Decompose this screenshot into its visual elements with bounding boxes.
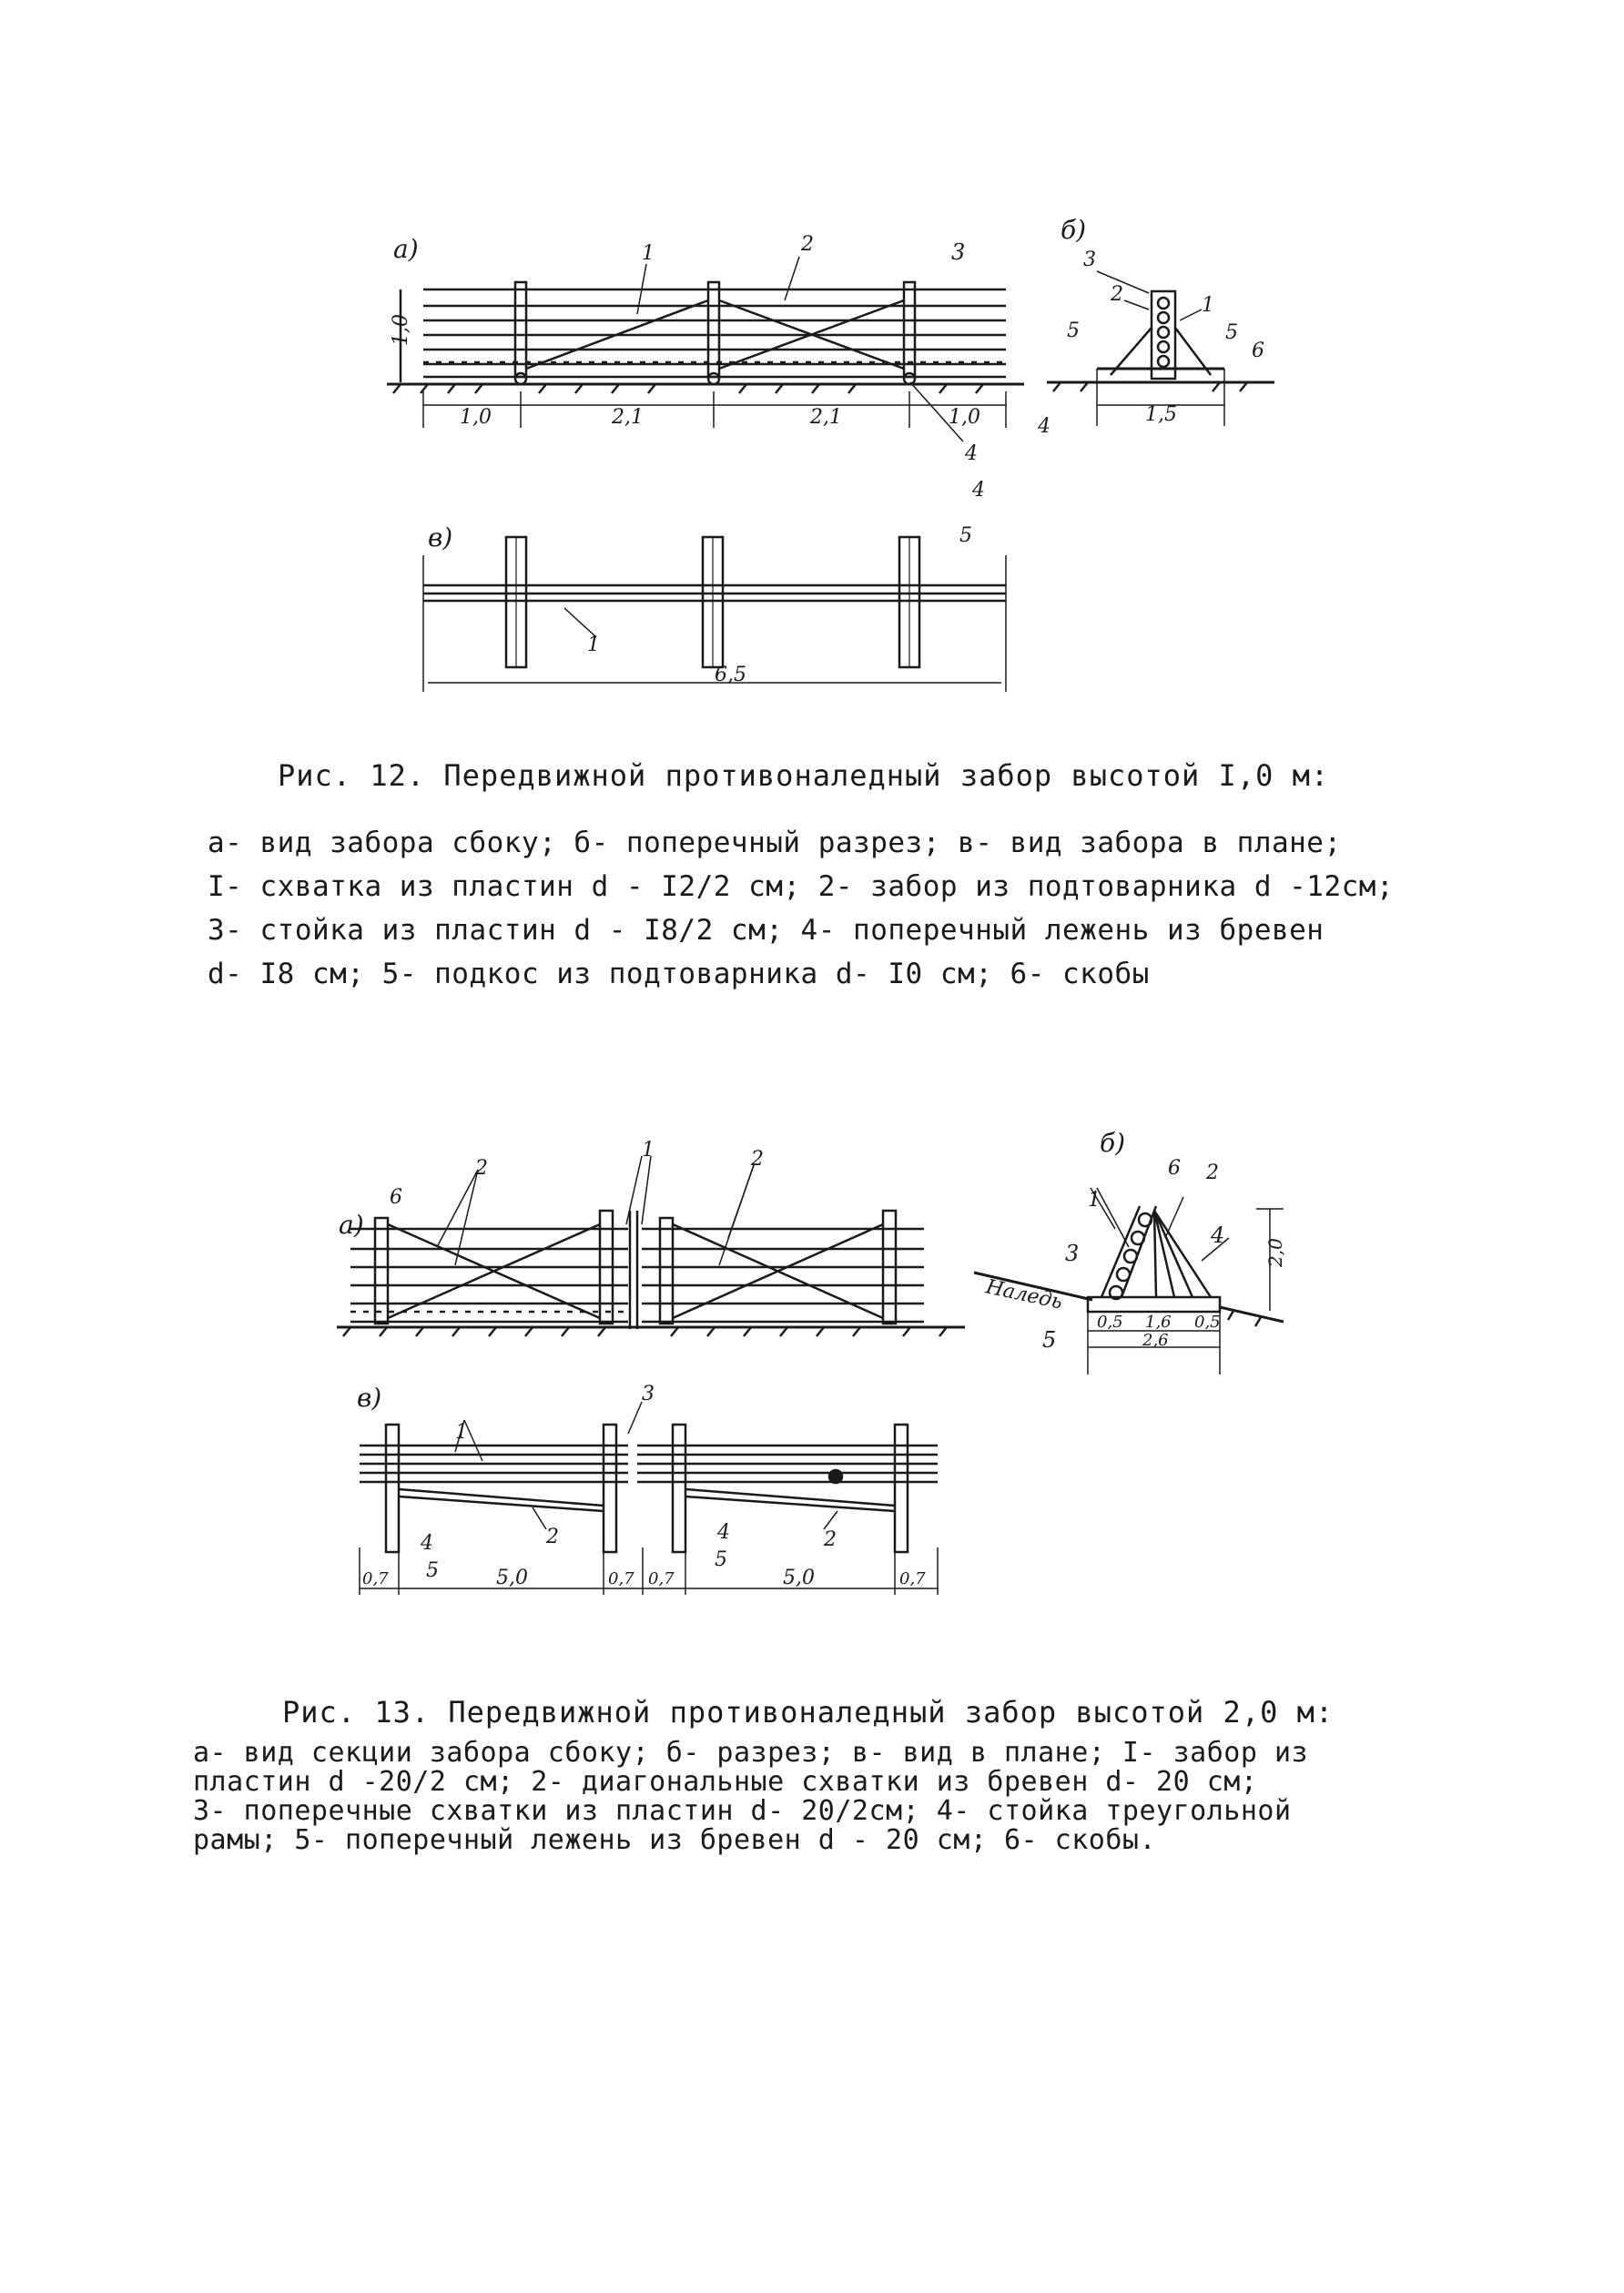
fig12-caption: Рис. 12. Передвижной противоналедный забор высотой I,0 м: [278, 758, 1330, 793]
fig13-sec-callout-6: 6 [1168, 1157, 1181, 1180]
fig13-plan-callout-5a: 5 [426, 1559, 439, 1582]
fig12-dim-3: 2,1 [810, 406, 842, 429]
fig12-legend-line: I- схватка из пластин d - I2/2 см; 2- забор из подтоварника d -12см; [208, 870, 1395, 903]
fig13-sec-callout-1: 1 [1088, 1189, 1101, 1212]
fig12-dim-2: 2,1 [612, 406, 644, 429]
fig12-label-a: а) [393, 234, 419, 264]
fig13-sec-callout-2: 2 [1206, 1162, 1219, 1184]
fig12-legend-line: 3- стойка из пластин d - I8/2 см; 4- поперечный лежень из бревен [208, 914, 1325, 947]
fig13-legend-line: 3- поперечные схватки из пластин d- 20/2см; 4- стойка треугольной [193, 1795, 1292, 1827]
fig13-naled-label: Наледь [983, 1275, 1065, 1314]
fig13-sec-callout-5: 5 [1042, 1327, 1057, 1353]
fig12-label-v: в) [428, 523, 453, 553]
fig13-legend-line: а- вид секции забора сбоку; б- разрез; в- вид в плане; I- забор из [193, 1737, 1309, 1769]
fig12-sec-callout-5a: 5 [1067, 320, 1080, 342]
fig13-plan-callout-5b: 5 [715, 1548, 727, 1571]
fig13-plan-dim-4: 0,7 [648, 1569, 675, 1588]
fig13-plan-view [360, 1402, 938, 1595]
fig12-dim-plan: 6,5 [715, 664, 746, 686]
fig12-callout-5: 5 [959, 524, 972, 547]
fig13-dim-b: 1,6 [1145, 1313, 1172, 1332]
fig13-legend-line: рамы; 5- поперечный лежень из бревен d - 20 см; 6- скобы. [193, 1824, 1157, 1856]
fig13-plan-callout-2b: 2 [824, 1528, 837, 1551]
fig13-label-a: а) [339, 1210, 364, 1240]
fig12-callout-4a: 4 [965, 442, 978, 465]
fig13-callout-1: 1 [642, 1139, 655, 1162]
fig12-sec-callout-2: 2 [1111, 283, 1123, 306]
fig13-plan-callout-3: 3 [642, 1383, 655, 1405]
fig13-plan-dim-2: 5,0 [496, 1567, 528, 1589]
fig13-plan-dim-5: 5,0 [783, 1567, 815, 1589]
fig13-plan-callout-1: 1 [455, 1421, 468, 1444]
fig13-caption: Рис. 13. Передвижной противоналедный забор высотой 2,0 м: [282, 1695, 1335, 1730]
fig13-plan-dim-3: 0,7 [608, 1569, 634, 1588]
fig13-plan-dim-6: 0,7 [899, 1569, 926, 1588]
fig12-sec-callout-3: 3 [1083, 249, 1096, 271]
fig12-legend-line: а- вид забора сбоку; б- поперечный разрез; в- вид забора в плане; [208, 827, 1342, 859]
fig12-legend-line: d- I8 см; 5- подкос из подтоварника d- I0 см; 6- скобы [208, 958, 1150, 990]
fig13-dim-c: 0,5 [1194, 1313, 1221, 1332]
fig13-label-v: в) [357, 1383, 382, 1413]
fig12-sec-callout-6: 6 [1252, 340, 1264, 362]
fig12-dim-height: 1,0 [390, 314, 412, 346]
fig13-dim-height: 2,0 [1264, 1238, 1286, 1267]
fig13-side-view [337, 1156, 965, 1336]
fig13-cross-section [974, 1188, 1284, 1375]
fig12-sec-callout-5b: 5 [1225, 321, 1238, 344]
fig13-dim-a: 0,5 [1097, 1313, 1123, 1332]
fig13-plan-callout-4a: 4 [421, 1532, 433, 1555]
fig13-callout-2b: 2 [751, 1148, 764, 1171]
fig12-dim-1: 1,0 [460, 406, 492, 429]
fig12-sec-callout-1: 1 [1202, 294, 1214, 317]
fig12-callout-1: 1 [642, 242, 655, 265]
fig13-legend-line: пластин d -20/2 см; 2- диагональные схватки из бревен d- 20 см; [193, 1766, 1258, 1798]
fig12-callout-4c: 4 [972, 479, 985, 502]
fig13-label-b: б) [1100, 1128, 1126, 1158]
fig12-dim-4: 1,0 [949, 406, 980, 429]
fig13-callout-6: 6 [390, 1186, 402, 1209]
fig13-dim-total: 2,6 [1142, 1331, 1169, 1350]
fig12-label-b: б) [1061, 215, 1087, 245]
fig12-plan-callout-1: 1 [587, 634, 600, 656]
fig13-plan-callout-4b: 4 [717, 1521, 730, 1544]
fig13-sec-callout-3: 3 [1065, 1241, 1080, 1266]
fig12-callout-2: 2 [801, 233, 814, 256]
fig13-plan-callout-2a: 2 [546, 1526, 559, 1548]
fig13-plan-dim-1: 0,7 [362, 1569, 389, 1588]
fig12-callout-4b: 4 [1038, 415, 1051, 438]
fig12-dim-section: 1,5 [1145, 403, 1177, 426]
fig13-sec-callout-4: 4 [1211, 1223, 1225, 1248]
fig12-callout-3: 3 [951, 239, 966, 265]
fig13-callout-2a: 2 [475, 1157, 488, 1180]
